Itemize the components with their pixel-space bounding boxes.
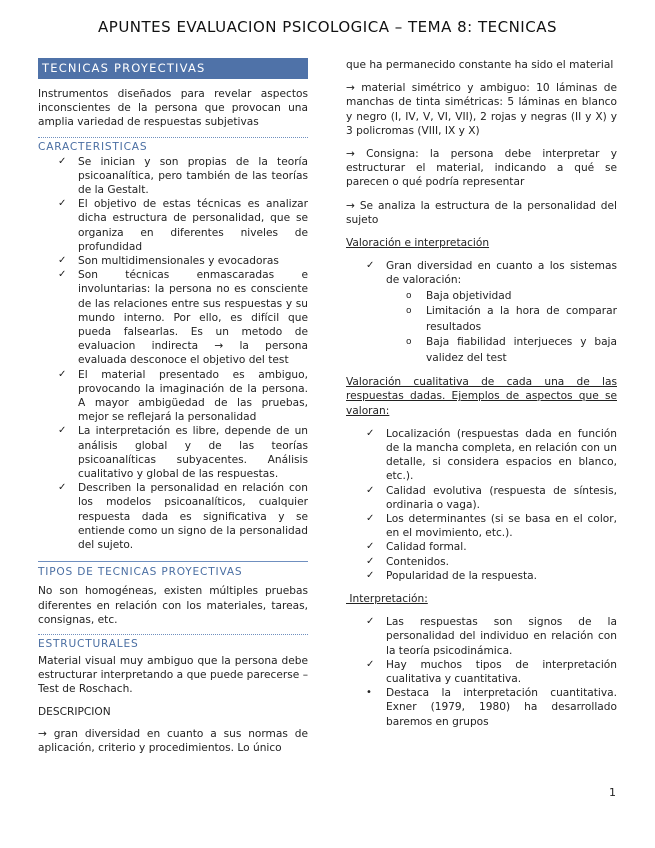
section-banner: TECNICAS PROYECTIVAS xyxy=(38,58,308,79)
right-column xyxy=(346,58,617,729)
list-item: ✓ Son multidimensionales y evocadoras xyxy=(58,255,279,268)
sub-list-item: o Limitación a la hora de comparar resultados xyxy=(406,305,617,333)
tipos-paragraph: No son homogéneas, existen múltiples pruebas diferentes en relación con los materiales, tareas, consignas, etc. xyxy=(38,585,308,626)
list-item: ✓ Los determinantes (si se basa en el color, en el movimiento, etc.). xyxy=(366,512,617,540)
descripcion-heading: DESCRIPCION xyxy=(38,705,111,718)
consigna-paragraph: → Consigna: la persona debe interpretar y estructurar el material, indicando a qué se parecen o qué podría representar xyxy=(346,148,617,189)
page-title: APUNTES EVALUACION PSICOLOGICA – TEMA 8: TECNICAS xyxy=(98,18,557,36)
checkmark-icon: ✓ xyxy=(58,482,67,494)
checkmark-icon: ✓ xyxy=(58,255,67,267)
intro-paragraph: Instrumentos diseñados para revelar aspectos inconscientes de la persona que provocan una amplia variedad de respuestas subjetivas xyxy=(38,88,308,129)
list-item: ✓ Contenidos. xyxy=(366,555,450,568)
continuation-paragraph: que ha permanecido constante ha sido el material xyxy=(346,59,614,71)
checkmark-icon: ✓ xyxy=(58,269,67,281)
list-item: ✓ Localización (respuestas dada en función de la mancha completa, en relación con un detalle, si considera espacios en blanco, etc.). xyxy=(366,427,617,483)
circle-bullet-icon: o xyxy=(406,337,412,348)
list-item: ✓ El material presentado es ambiguo, provocando la imaginación de la persona. A mayor ambigüedad de las pruebas, mejor se reflejará la personalidad xyxy=(58,368,308,424)
valoracion-list xyxy=(346,259,617,366)
list-item: ✓ El objetivo de estas técnicas es analizar dicha estructura de personalidad, que se organiza en diferentes niveles de profundidad xyxy=(58,198,308,253)
tipos-heading: TIPOS DE TECNICAS PROYECTIVAS xyxy=(38,561,308,578)
interpretacion-list xyxy=(346,615,617,729)
list-item: ✓ Hay muchos tipos de interpretación cualitativa y cuantitativa. xyxy=(366,658,617,685)
checkmark-icon: ✓ xyxy=(366,260,375,272)
caracteristicas-list xyxy=(38,155,308,553)
checkmark-icon: ✓ xyxy=(366,569,375,581)
material-paragraph: → material simétrico y ambiguo: 10 láminas de manchas de tinta simétricas: 5 láminas en blanco y negro (I, IV, V, VI, VII), 2 rojas y negras (II y X) y 3 policromas (VIII, IX y X) xyxy=(346,82,617,137)
sub-list-item: o Baja objetividad xyxy=(386,289,617,305)
list-item: ✓ Las respuestas son signos de la personalidad del individuo en relación con la teoría psicodinámica. xyxy=(366,616,617,657)
valoracion-cualitativa-list xyxy=(346,427,617,583)
checkmark-icon: ✓ xyxy=(366,541,375,553)
checkmark-icon: ✓ xyxy=(58,425,67,437)
list-item: ✓ Popularidad de la respuesta. xyxy=(366,569,538,582)
checkmark-icon: ✓ xyxy=(366,658,375,670)
analisis-paragraph: → Se analiza la estructura de la personalidad del sujeto xyxy=(346,199,617,226)
estructurales-paragraph: Material visual muy ambiguo que la persona debe estructurar interpretando a que puede parecerse – Test de Roschach. xyxy=(38,654,308,696)
checkmark-icon: ✓ xyxy=(366,427,375,439)
bullet-icon: • xyxy=(366,687,372,699)
interpretacion-heading: Interpretación: xyxy=(346,592,428,605)
list-item: ✓ Gran diversidad en cuanto a los sistemas de valoración: o Baja objetividad o Limitación a la hora de comparar resultados o Baja fiabilidad interjueces y baja validez del test xyxy=(346,259,617,366)
list-item: ✓ La interpretación es libre, depende de un análisis global y de las teorías psicoanalíticas subyacentes. Análisis cualitativo y global de las respuestas. xyxy=(58,425,308,481)
descripcion-paragraph: → gran diversidad en cuanto a sus normas de aplicación, criterio y procedimientos. Lo único xyxy=(38,727,308,754)
checkmark-icon: ✓ xyxy=(58,198,67,210)
list-item: ✓ Calidad evolutiva (respuesta de síntesis, ordinaria o vaga). xyxy=(366,484,617,511)
checkmark-icon: ✓ xyxy=(58,155,67,167)
sub-list-item: o Baja fiabilidad interjueces y baja validez del test xyxy=(406,336,617,364)
valoracion-cualitativa-heading: Valoración cualitativa de cada una de las respuestas dadas. Ejemplos de aspectos que se valoran: xyxy=(346,376,617,417)
list-item: • Destaca la interpretación cuantitativa. Exner (1979, 1980) ha desarrollado baremos en grupos xyxy=(366,687,617,728)
list-item: ✓ Calidad formal. xyxy=(366,541,467,554)
checkmark-icon: ✓ xyxy=(366,616,375,628)
valoracion-sublist xyxy=(386,289,617,367)
circle-bullet-icon: o xyxy=(406,306,412,317)
caracteristicas-heading: CARACTERISTICAS xyxy=(38,137,308,153)
list-item: ✓ Describen la personalidad en relación con los modelos psicoanalíticos, cualquier respuesta dada es significativa y se entiende como un signo de la personalidad del sujeto. xyxy=(58,482,308,552)
estructurales-heading: ESTRUCTURALES xyxy=(38,634,308,650)
circle-bullet-icon: o xyxy=(406,290,412,301)
list-item: ✓ Se inician y son propias de la teoría psicoanalítica, pero también de las teorías de la Gestalt. xyxy=(58,155,308,197)
checkmark-icon: ✓ xyxy=(366,512,375,524)
checkmark-icon: ✓ xyxy=(366,484,375,496)
checkmark-icon: ✓ xyxy=(366,555,375,567)
list-item: ✓ Son técnicas enmascaradas e involuntarias: la persona no es consciente de las relaciones entre sus respuestas y su mundo interno. Por ello, es difícil que pueda falsearlas. Es un metodo de evaluacion indirecta → la persona evaluada desconoce el objetivo del test xyxy=(58,269,308,367)
page-number: 1 xyxy=(609,786,616,799)
valoracion-heading: Valoración e interpretación xyxy=(346,237,490,250)
checkmark-icon: ✓ xyxy=(58,368,67,380)
left-column xyxy=(38,58,308,755)
